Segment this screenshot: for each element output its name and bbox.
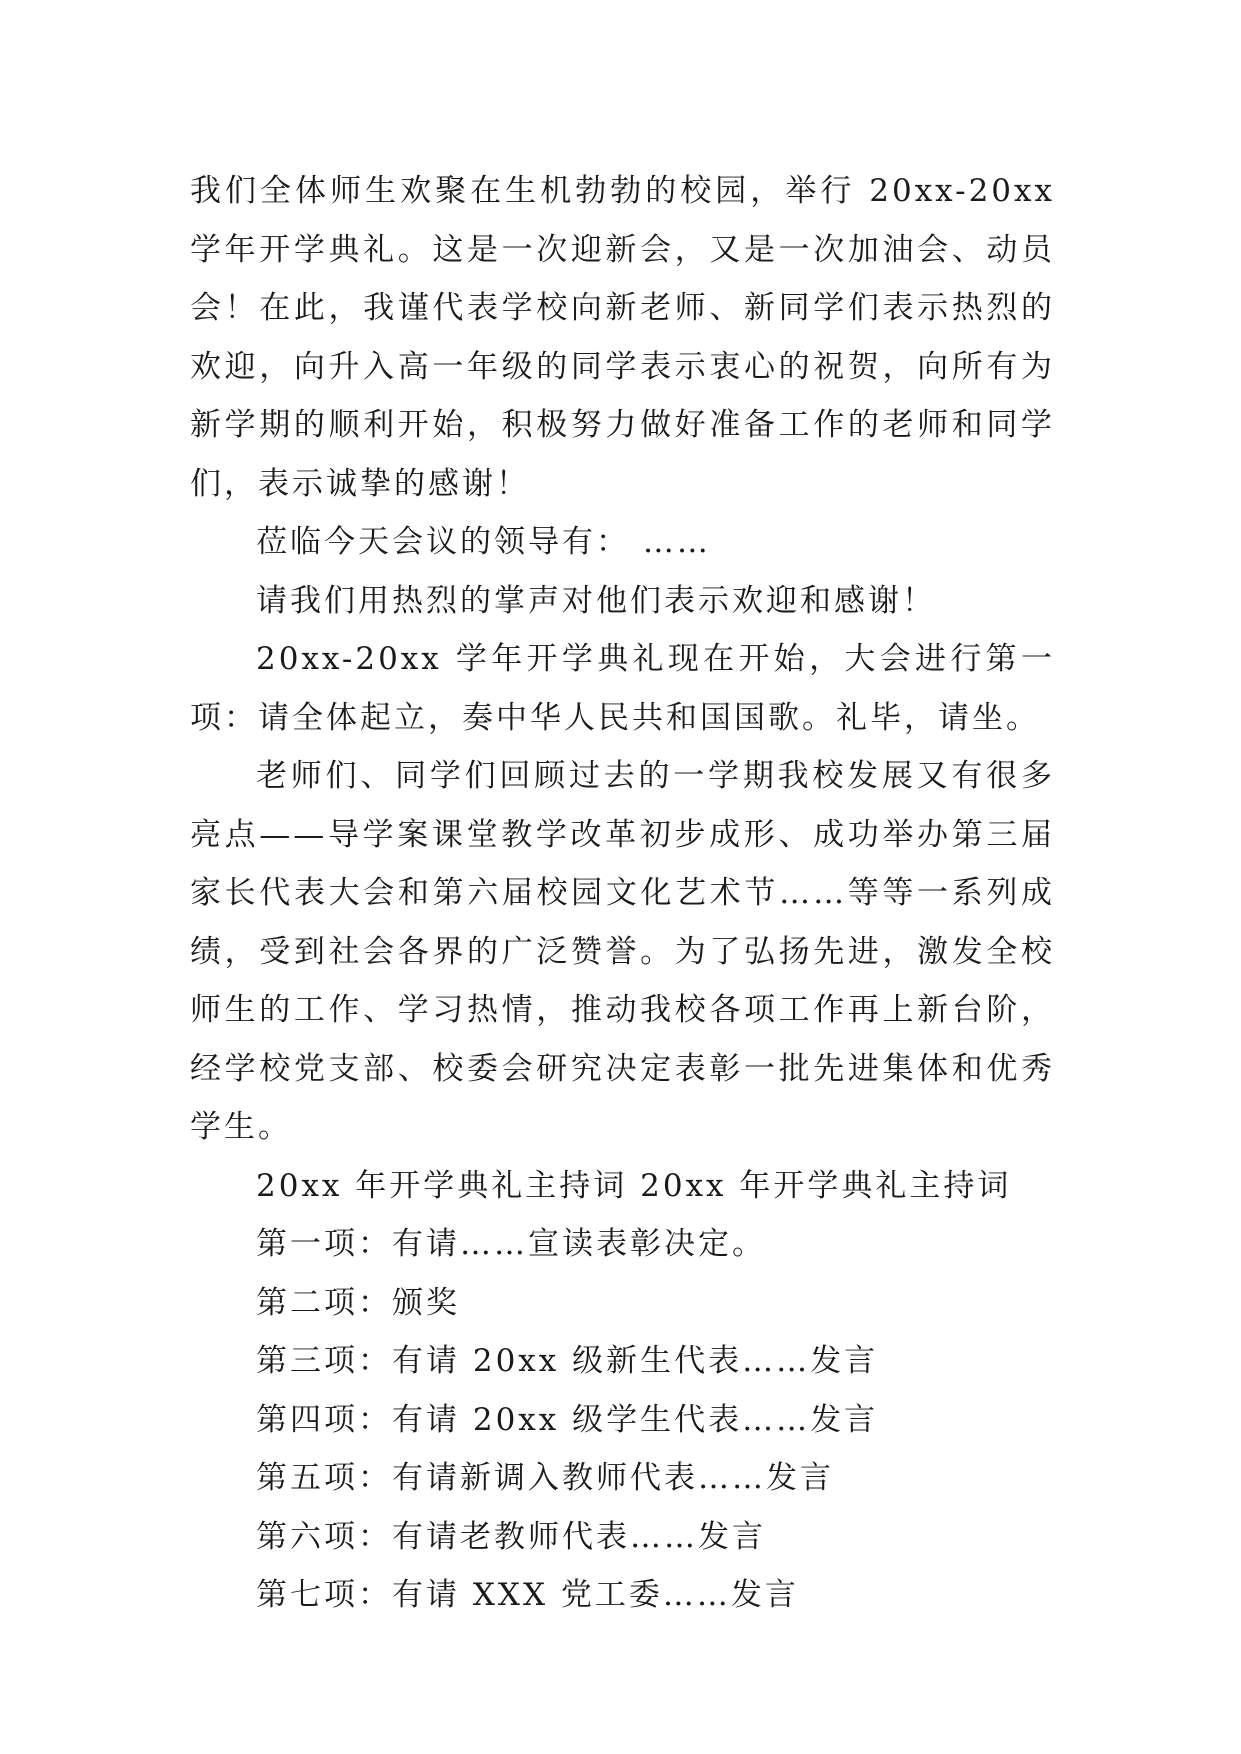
agenda-item-7: 第七项：有请 XXX 党工委……发言 [256,1577,799,1613]
agenda-item-4: 第四项：有请 20xx 级学生代表……发言 [256,1401,879,1438]
agenda-item-2: 第二项：颁奖 [256,1284,460,1321]
review-paragraph: 老师们、同学们回顾过去的一学期我校发展又有很多亮点——导学案课堂教学改革初步成形、成功举办第三届家长代表大会和第六届校园文化艺术节……等等一系列成绩，受到社会各界的广泛赞誉。为了弘扬先进，激发全校师生的工作、学习热情，推动我校各项工作再上新台阶，经学校党支部、校委会研究决定表彰一批先进集体和优秀学生。 [190,758,1055,1145]
opening-paragraph: 我们全体师生欢聚在生机勃勃的校园，举行 20xx-20xx 学年开学典礼。这是一次迎新会，又是一次加油会、动员会！在此，我谨代表学校向新老师、新同学们表示热烈的欢迎，向升入高一年级的同学表示衷心的祝贺，向所有为新学期的顺利开始，积极努力做好准备工作的老师和同学们，表示诚挚的感谢！ [190,173,1055,502]
section-heading: 20xx 年开学典礼主持词 20xx 年开学典礼主持词 [256,1167,1012,1204]
ceremony-start-paragraph: 20xx-20xx 学年开学典礼现在开始，大会进行第一项：请全体起立，奏中华人民共和国国歌。礼毕，请坐。 [190,641,1055,736]
agenda-item-1: 第一项：有请……宣读表彰决定。 [256,1226,766,1262]
agenda-item-6: 第六项：有请老教师代表……发言 [256,1518,766,1555]
agenda-item-3: 第三项：有请 20xx 级新生代表……发言 [256,1343,879,1379]
applause-paragraph: 请我们用热烈的掌声对他们表示欢迎和感谢！ [256,582,936,619]
attending-leaders-paragraph: 莅临今天会议的领导有： …… [256,524,711,560]
agenda-item-5: 第五项：有请新调入教师代表……发言 [256,1460,834,1496]
document-body [190,162,1055,1625]
